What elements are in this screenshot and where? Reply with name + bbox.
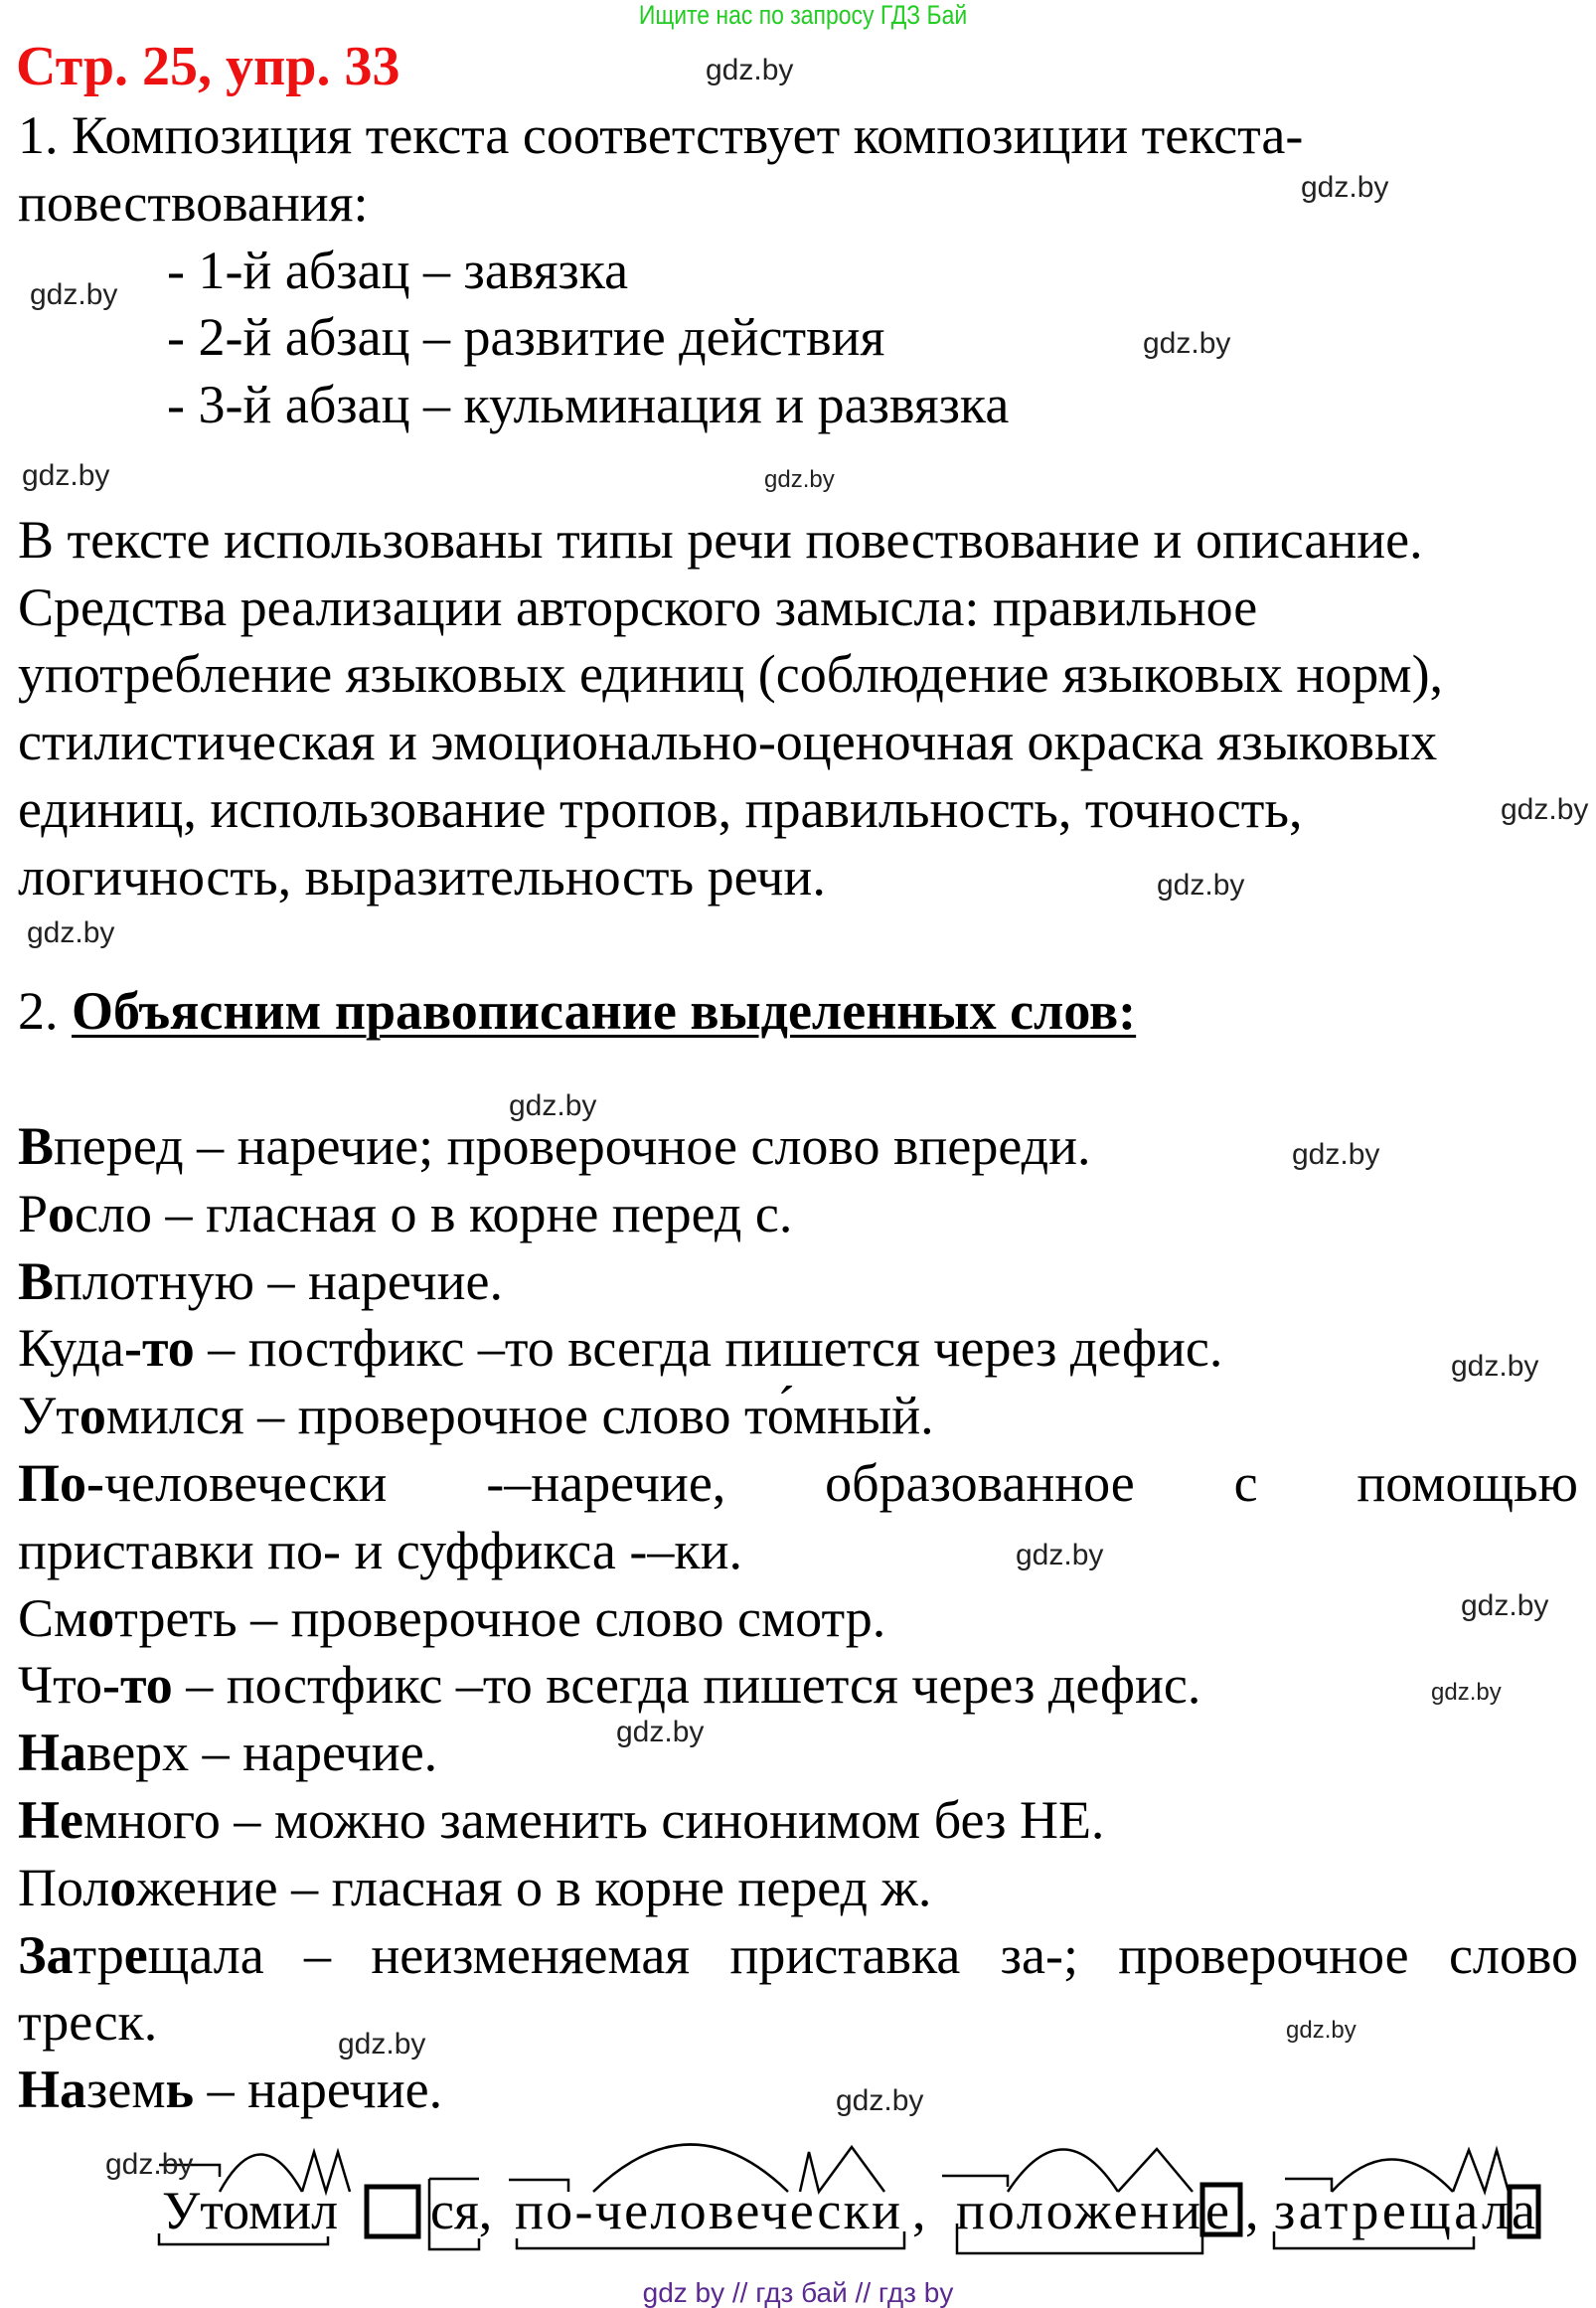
diagram-word-pochelovecheski: по-человечески xyxy=(515,2181,900,2240)
search-hint-banner: Ищите нас по запросу ГДЗ Бай xyxy=(638,0,968,30)
diagram-ending-a: а xyxy=(1512,2181,1535,2240)
text-line xyxy=(18,1988,157,2056)
text-segment: перед – наречие; проверочное слово впереди. xyxy=(54,1116,1091,1176)
text-segment: - 1-й абзац – завязка xyxy=(167,240,629,300)
text-segment: плотную – наречие. xyxy=(54,1250,504,1311)
text-line xyxy=(18,1854,931,1921)
text-line xyxy=(18,1314,1222,1382)
text-line xyxy=(167,237,628,304)
text-line xyxy=(167,371,1009,438)
watermark: gdz.by xyxy=(509,1089,597,1122)
text-line xyxy=(18,1180,792,1247)
text-segment: зем xyxy=(86,2060,166,2120)
text-line xyxy=(18,2056,442,2123)
text-segment: приставки по- и суффикса -–ки. xyxy=(18,1520,742,1580)
text-segment: повествования: xyxy=(18,172,369,233)
watermark: gdz.by xyxy=(1016,1539,1104,1571)
text-line xyxy=(18,574,1257,641)
watermark: gdz.by xyxy=(836,2084,924,2117)
text-segment: См xyxy=(18,1587,88,1648)
page-title: Стр. 25, упр. 33 xyxy=(16,36,400,97)
text-segment: треть – проверочное слово смотр. xyxy=(114,1587,886,1648)
highlighted-text: -то xyxy=(124,1318,195,1379)
text-segment: треск. xyxy=(18,1992,158,2053)
highlighted-text: За xyxy=(18,1924,74,1985)
text-segment: употребление языковых единиц (соблюдение языковых норм), xyxy=(18,644,1444,705)
text-line xyxy=(18,506,1423,574)
text-segment: Средства реализации авторского замысла: правильное xyxy=(18,577,1258,637)
highlighted-text: В xyxy=(18,1250,55,1311)
watermark: gdz.by xyxy=(1286,2017,1357,2044)
highlighted-text: На xyxy=(18,2060,87,2120)
highlighted-text: -то xyxy=(101,1655,173,1716)
text-line xyxy=(18,1651,1200,1719)
watermark: gdz.by xyxy=(22,459,110,492)
text-segment: Пол xyxy=(18,1857,110,1917)
text-line xyxy=(18,101,1303,169)
text-segment: - 2-й абзац – развитие действия xyxy=(167,307,885,368)
text-segment: логичность, выразительность речи. xyxy=(18,846,826,907)
text-line xyxy=(18,708,1437,775)
text-segment: много – можно заменить синонимом без НЕ. xyxy=(82,1790,1105,1850)
highlighted-text: Не xyxy=(18,1790,83,1850)
text-segment: Ут xyxy=(18,1386,80,1446)
watermark: gdz.by xyxy=(30,278,118,311)
text-line xyxy=(18,1382,934,1449)
highlighted-text: По- xyxy=(18,1453,104,1513)
text-line xyxy=(18,775,1303,843)
text-line xyxy=(18,640,1443,708)
watermark: gdz.by xyxy=(1461,1589,1549,1622)
text-line xyxy=(18,1921,1578,1989)
text-segment: 2. xyxy=(18,981,72,1042)
watermark: gdz.by xyxy=(1301,171,1389,204)
text-segment: жение – гласная о в корне перед ж. xyxy=(136,1857,932,1917)
text-line xyxy=(18,1449,1578,1517)
diagram-postfix-sya: ся, xyxy=(430,2181,493,2240)
watermark: gdz.by xyxy=(105,2148,194,2181)
watermark: gdz.by xyxy=(764,466,835,493)
watermark: gdz.by xyxy=(338,2028,426,2061)
highlighted-text: о xyxy=(79,1386,106,1446)
text-segment: щала – неизменяемая приставка за-; проверочное слово xyxy=(147,1924,1578,1985)
text-line xyxy=(18,1112,1091,1180)
watermark: gdz.by xyxy=(706,54,794,86)
highlighted-text: В xyxy=(18,1116,55,1176)
watermark: gdz.by xyxy=(1501,793,1589,826)
watermark: gdz.by xyxy=(1157,869,1245,902)
highlighted-text: о xyxy=(48,1183,76,1243)
text-segment: стилистическая и эмоционально-оценочная окраска языковых xyxy=(18,712,1438,772)
diagram-word-zatreshchala: затрещал xyxy=(1274,2181,1509,2240)
text-line xyxy=(18,169,368,237)
morpheme-diagram xyxy=(0,2127,1596,2276)
text-line xyxy=(18,1719,437,1786)
diagram-ending-e: е xyxy=(1205,2181,1229,2240)
text-line xyxy=(18,1247,503,1315)
text-segment: мился – проверочное слово то́мный. xyxy=(105,1386,934,1446)
footer-watermark: gdz by // гдз бай // гдз by xyxy=(642,2277,954,2308)
text-segment: - 3-й абзац – кульминация и развязка xyxy=(167,375,1010,435)
highlighted-text: На xyxy=(18,1723,87,1783)
text-segment: тр xyxy=(73,1924,124,1985)
diagram-word-utomilsya: Утомил xyxy=(162,2181,339,2240)
diagram-comma: , xyxy=(1245,2181,1259,2240)
text-segment: верх – наречие. xyxy=(86,1723,438,1783)
highlighted-text: о xyxy=(109,1857,137,1917)
text-segment: В тексте использованы типы речи повествование и описание. xyxy=(18,509,1423,570)
watermark: gdz.by xyxy=(1431,1679,1502,1706)
text-segment: – наречие. xyxy=(194,2060,443,2120)
text-segment: Что xyxy=(18,1655,102,1716)
text-segment: – постфикс –то всегда пишется через дефис. xyxy=(194,1318,1223,1379)
text-line xyxy=(18,1584,885,1652)
diagram-comma: , xyxy=(912,2181,926,2240)
text-segment: сло – гласная о в корне перед с. xyxy=(75,1183,793,1243)
watermark: gdz.by xyxy=(1451,1350,1539,1383)
text-segment: единиц, использование тропов, правильность, точность, xyxy=(18,779,1303,839)
watermark: gdz.by xyxy=(1143,327,1231,360)
text-segment: – постфикс –то всегда пишется через дефис. xyxy=(172,1655,1201,1716)
watermark: gdz.by xyxy=(1292,1138,1380,1171)
text-line xyxy=(167,303,884,371)
watermark: gdz.by xyxy=(616,1716,705,1748)
text-segment: Р xyxy=(18,1183,49,1243)
highlighted-text: Объясним правописание выделенных слов: xyxy=(72,981,1137,1042)
section-heading xyxy=(18,977,1136,1045)
diagram-word-polozhenie: положени xyxy=(956,2181,1200,2240)
text-segment: 1. Композиция текста соответствует композиции текста- xyxy=(18,105,1304,165)
text-line xyxy=(18,1786,1104,1854)
highlighted-text: ь xyxy=(165,2060,195,2120)
watermark: gdz.by xyxy=(27,916,115,949)
text-segment: человечески -–наречие, образованное с помощью xyxy=(104,1453,1578,1513)
highlighted-text: е xyxy=(123,1924,148,1985)
text-line xyxy=(18,1517,742,1584)
highlighted-text: о xyxy=(87,1587,115,1648)
text-segment: Куда xyxy=(18,1318,124,1379)
text-line xyxy=(18,843,826,910)
